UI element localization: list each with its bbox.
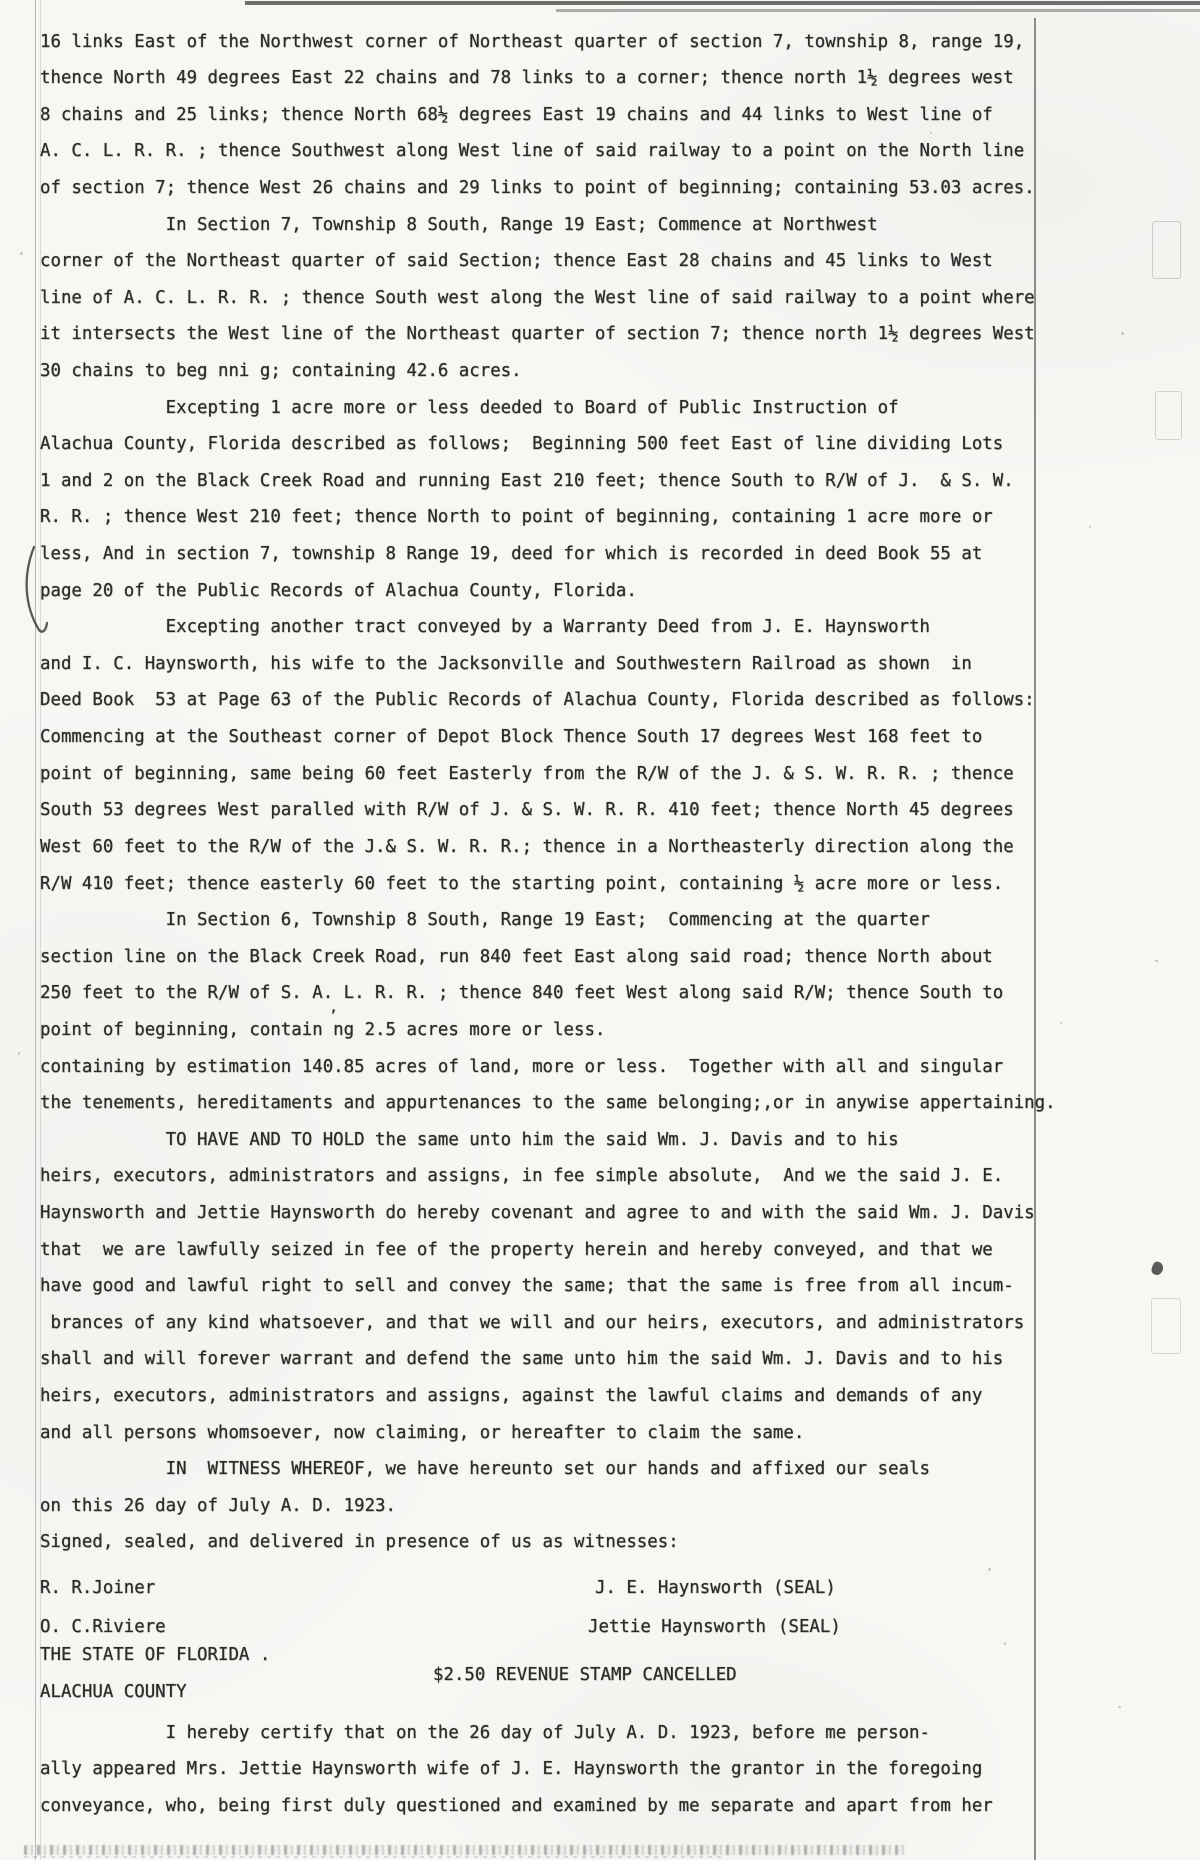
deed-text-line: South 53 degrees West paralled with R/W of J. & S. W. R. R. 410 feet; thence North 45 degrees	[40, 800, 1014, 821]
deed-text-line: A. C. L. R. R. ; thence Southwest along West line of said railway to a point on the North line	[40, 141, 1025, 162]
deed-text-line: Excepting another tract conveyed by a Warranty Deed from J. E. Haynsworth	[40, 617, 930, 638]
deed-text-line: line of A. C. L. R. R. ; thence South west along the West line of said railway to a point where	[40, 287, 1035, 308]
stray-apostrophe-mark: ʼ	[329, 1008, 338, 1024]
scan-speck	[1004, 1642, 1006, 1645]
deed-text-line: R/W 410 feet; thence easterly 60 feet to the starting point, containing ½ acre more or less.	[40, 873, 1004, 894]
deed-text-line: Haynsworth and Jettie Haynsworth do hereby covenant and agree to and with the said Wm. J. Davis	[40, 1203, 1035, 1223]
certification-line: ally appeared Mrs. Jettie Haynsworth wife of J. E. Haynsworth the grantor in the foregoing	[40, 1759, 983, 1780]
state-heading: THE STATE OF FLORIDA .	[40, 1645, 271, 1665]
bottom-scan-band-secondary	[24, 1856, 724, 1858]
deed-text-line: that we are lawfully seized in fee of the property herein and hereby conveyed, and that we	[40, 1239, 993, 1260]
deed-text-line: 250 feet to the R/W of S. A. L. R. R. ; thence 840 feet West along said R/W; thence South to	[40, 983, 1004, 1004]
deed-text-line: point of beginning, contain ng 2.5 acres more or less.	[40, 1019, 606, 1040]
deed-text-line: Signed, sealed, and delivered in presence of us as witnesses:	[40, 1532, 679, 1553]
certification-paragraph	[40, 1715, 993, 1825]
revenue-stamp-line: $2.50 REVENUE STAMP CANCELLED	[433, 1665, 737, 1685]
deed-text-line: of section 7; thence West 26 chains and 29 links to point of beginning; containing 53.03 acres.	[40, 177, 1035, 198]
deed-text-line: section line on the Black Creek Road, run 840 feet East along said road; thence North about	[40, 946, 993, 967]
deed-text-line: less, And in section 7, township 8 Range 19, deed for which is recorded in deed Book 55 at	[40, 544, 983, 565]
deed-text-line: Alachua County, Florida described as follows; Beginning 500 feet East of line dividing Lots	[40, 434, 1004, 455]
scan-speck	[20, 252, 23, 255]
certification-line: I hereby certify that on the 26 day of July A. D. 1923, before me person-	[40, 1722, 930, 1743]
deed-text-line: Excepting 1 acre more or less deeded to Board of Public Instruction of	[40, 397, 899, 418]
deed-text-line: 1 and 2 on the Black Creek Road and running East 210 feet; thence South to R/W of J. & S. W.	[40, 470, 1014, 491]
deed-text-line: it intersects the West line of the Northeast quarter of section 7; thence north 1½ degrees West	[40, 324, 1035, 345]
scan-speck	[1155, 960, 1158, 962]
deed-text-line: page 20 of the Public Records of Alachua County, Florida.	[40, 580, 637, 601]
margin-rectangle-mark	[1152, 221, 1181, 279]
deed-text-line: heirs, executors, administrators and assigns, against the lawful claims and demands of any	[40, 1386, 983, 1407]
deed-text-line: In Section 6, Township 8 South, Range 19 East; Commencing at the quarter	[40, 910, 930, 931]
deed-text-line: on this 26 day of July A. D. 1923.	[40, 1495, 396, 1516]
signer-name-jettie-haynsworth: Jettie Haynsworth	[588, 1617, 766, 1637]
deed-text-line: and all persons whomsoever, now claiming, or hereafter to claim the same.	[40, 1422, 805, 1443]
deed-text-line: containing by estimation 140.85 acres of land, more or less. Together with all and singular	[40, 1056, 1004, 1077]
deed-text-line: IN WITNESS WHEREOF, we have hereunto set our hands and affixed our seals	[40, 1459, 930, 1480]
margin-ink-blotch	[1150, 1261, 1165, 1277]
deed-text-line: 8 chains and 25 links; thence North 68½ degrees East 19 chains and 44 links to West line of	[40, 104, 993, 125]
seal-label: (SEAL)	[773, 1578, 836, 1598]
deed-text-line: Commencing at the Southeast corner of Depot Block Thence South 17 degrees West 168 feet to	[40, 727, 983, 748]
deed-text-line: Deed Book 53 at Page 63 of the Public Records of Alachua County, Florida described as follows:	[40, 690, 1035, 711]
deed-text-line: brances of any kind whatsoever, and that we will and our heirs, executors, and administrators	[40, 1312, 1025, 1333]
margin-rectangle-mark	[1151, 1298, 1181, 1354]
deed-body-text	[40, 24, 1056, 1562]
deed-text-line: heirs, executors, administrators and assigns, in fee simple absolute, And we the said J. E.	[40, 1166, 1004, 1187]
deed-text-line: West 60 feet to the R/W of the J.& S. W. R. R.; thence in a Northeasterly direction along the	[40, 836, 1014, 857]
deed-text-line: 30 chains to beg nni g; containing 42.6 acres.	[40, 360, 522, 381]
scan-speck	[1121, 332, 1124, 335]
margin-rectangle-mark	[1155, 391, 1182, 440]
bottom-scan-band	[24, 1845, 908, 1855]
top-scan-edge-line	[245, 1, 1200, 5]
certification-line: conveyance, who, being first duly questioned and examined by me separate and apart from her	[40, 1795, 993, 1816]
deed-text-line: TO HAVE AND TO HOLD the same unto him the said Wm. J. Davis and to his	[40, 1129, 899, 1150]
deed-text-line: and I. C. Haynsworth, his wife to the Jacksonville and Southwestern Railroad as shown in	[40, 653, 972, 674]
deed-text-line: point of beginning, same being 60 feet Easterly from the R/W of the J. & S. W. R. R. ; thence	[40, 763, 1014, 784]
deed-text-line: the tenements, hereditaments and appurtenances to the same belonging;,or in anywise appertaining.	[40, 1093, 1056, 1114]
scan-speck	[1089, 526, 1091, 528]
signer-name-je-haynsworth: J. E. Haynsworth	[595, 1578, 763, 1598]
deed-text-line: 16 links East of the Northwest corner of Northeast quarter of section 7, township 8, range 19,	[40, 31, 1025, 52]
deed-text-line: have good and lawful right to sell and convey the same; that the same is free from all incum-	[40, 1276, 1014, 1297]
scan-speck	[1118, 1706, 1121, 1708]
deed-text-line: In Section 7, Township 8 South, Range 19 East; Commence at Northwest	[40, 214, 878, 235]
seal-label: (SEAL)	[778, 1617, 841, 1637]
county-heading: ALACHUA COUNTY	[40, 1682, 187, 1702]
scan-speck	[988, 1568, 991, 1571]
deed-text-line: thence North 49 degrees East 22 chains and 78 links to a corner; thence north 1½ degrees west	[40, 68, 1014, 89]
deed-text-line: corner of the Northeast quarter of said Section; thence East 28 chains and 45 links to West	[40, 251, 993, 272]
witness-name-riviere: O. C.Riviere	[40, 1617, 166, 1637]
scan-speck	[18, 1052, 20, 1055]
deed-text-line: shall and will forever warrant and defend the same unto him the said Wm. J. Davis and to his	[40, 1349, 1004, 1370]
scan-speck	[1060, 1022, 1062, 1024]
deed-text-line: R. R. ; thence West 210 feet; thence North to point of beginning, containing 1 acre more or	[40, 507, 993, 528]
witness-name-joiner: R. R.Joiner	[40, 1578, 156, 1598]
left-fold-line	[35, 0, 36, 1860]
top-scan-edge-line-secondary	[556, 9, 1200, 12]
